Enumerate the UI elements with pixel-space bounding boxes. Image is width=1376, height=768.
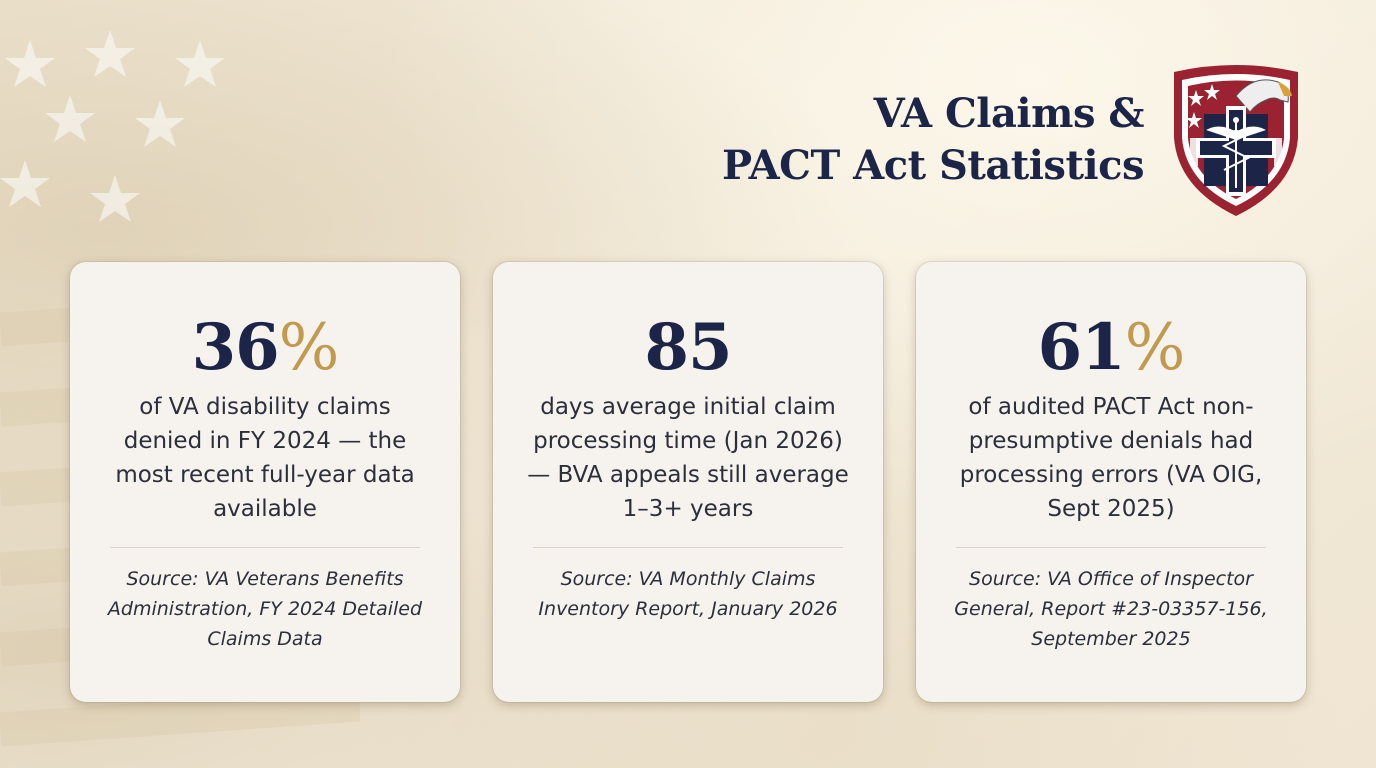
stat-card-claims-denied bbox=[70, 262, 460, 702]
stat-source: Source: VA Veterans Benefits Administration, FY 2024 Detailed Claims Data bbox=[107, 568, 423, 650]
stat-unit: % bbox=[1124, 311, 1185, 385]
stat-description: days average initial claim processing time (Jan 2026) — BVA appeals still average 1–3+ years bbox=[527, 394, 849, 522]
stat-source: Source: VA Monthly Claims Inventory Report, January 2026 bbox=[538, 568, 838, 620]
va-shield-eagle-caduceus-icon bbox=[1166, 60, 1306, 220]
stat-source: Source: VA Office of Inspector General, Report #23-03357-156, September 2025 bbox=[954, 568, 1268, 650]
stat-value: 85 bbox=[644, 310, 732, 385]
stat-description: of audited PACT Act non-presumptive denials had processing errors (VA OIG, Sept 2025) bbox=[959, 394, 1263, 522]
stat-description: of VA disability claims denied in FY 2024 — the most recent full-year data available bbox=[115, 394, 415, 522]
stat-card-pact-errors bbox=[916, 262, 1306, 702]
stat-value: 61% bbox=[1037, 310, 1185, 385]
card-divider bbox=[956, 547, 1266, 548]
stat-card-processing-time bbox=[493, 262, 883, 702]
stat-value: 36% bbox=[191, 310, 339, 385]
card-divider bbox=[110, 547, 420, 548]
stat-unit: % bbox=[278, 311, 339, 385]
card-divider bbox=[533, 547, 843, 548]
title-line-2: PACT Act Statistics bbox=[721, 142, 1144, 189]
page-title bbox=[722, 88, 1144, 192]
title-line-1: VA Claims & bbox=[873, 90, 1144, 137]
